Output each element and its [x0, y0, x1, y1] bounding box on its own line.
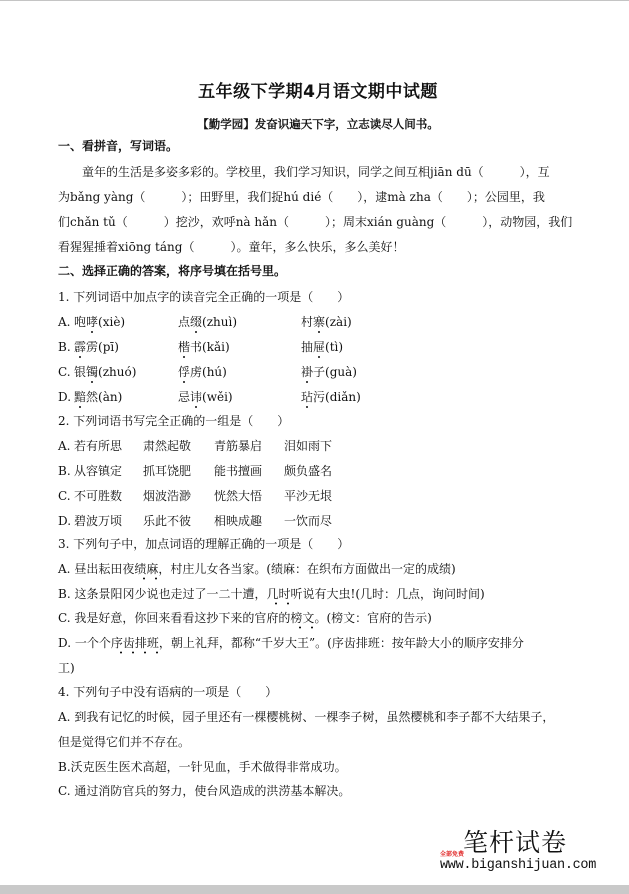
section1-line-1: 童年的生活是多姿多彩的。学校里，我们学习知识，同学之间互相jiān dū（ ），互: [58, 165, 550, 179]
motto: 【勤学园】发奋识遍天下字，立志读尽人间书。: [197, 117, 439, 131]
q1-option-d: D. 黯然(àn) 忌讳(wěi) 玷污(diǎn): [58, 390, 361, 404]
q1-a-word-3: 村寨(zài): [301, 315, 352, 329]
q3-option-b: B. 这条景阳冈少说也走过了一二十遭，几时听说有大虫!(几时：几点，询问时间): [58, 586, 485, 602]
watermark-logo: [437, 823, 607, 883]
q1-d-word-1: 黯然(àn): [74, 390, 123, 404]
q1-option-a: A. 咆哮(xiè) 点缀(zhuì) 村寨(zài): [58, 315, 352, 329]
q4-option-b: B.沃克医生医术高超，一针见血，手术做得非常成功。: [58, 760, 347, 774]
q1-option-c: C. 银镯(zhuó) 俘虏(hú) 褂子(guà): [58, 365, 357, 379]
dotted-word: 几时: [266, 586, 290, 605]
section1-line-4: 看猩猩捶着xiōng táng（ ）。童年，多么快乐，多么美好！: [58, 240, 405, 254]
page-title: 五年级下学期4月语文期中试题: [198, 82, 438, 102]
q1-d-word-3: 玷污(diǎn): [301, 390, 361, 404]
watermark-url: www.biganshijuan.com: [440, 858, 597, 873]
section2-heading: 二、选择正确的答案，将序号填在括号里。: [58, 264, 287, 278]
q1-d-word-2: 忌讳(wěi): [178, 390, 233, 404]
q1-c-word-3: 褂子(guà): [301, 365, 357, 379]
dotted-word: 绩麻: [134, 561, 158, 580]
q1-a-word-2: 点缀(zhuì): [178, 315, 238, 329]
q4-option-a-cont: 但是觉得它们并不存在。: [58, 735, 191, 749]
section1-line-3: 们chǎn tǔ（ ）挖沙，欢呼nà hǎn（ ）；周末xián guàng（ ），动物园，我们: [58, 215, 573, 229]
q1-c-word-2: 俘虏(hú): [178, 365, 227, 379]
q4-option-a: A. 到我有记忆的时候，园子里还有一棵樱桃树、一棵李子树，虽然樱桃和李子都不大结果子，: [58, 710, 555, 724]
q1-b-word-2: 楷书(kǎi): [178, 340, 230, 354]
bottom-border: [0, 885, 629, 894]
q1-stem: 1. 下列词语中加点字的读音完全正确的一项是（ ）: [58, 290, 350, 304]
q3-option-d: D. 一个个序齿排班，朝上礼拜，都称“千岁大王”。(序齿排班：按年龄大小的顺序安排分: [58, 635, 524, 651]
q1-c-word-1: 银镯(zhuó): [74, 365, 137, 379]
q2-option-a: A. 若有所思 肃然起敬 青筋暴启 泪如雨下: [58, 439, 333, 453]
top-border: [0, 0, 629, 1]
section1-heading: 一、看拼音，写词语。: [58, 139, 179, 153]
q2-option-c: C. 不可胜数 烟波浩渺 恍然大悟 平沙无垠: [58, 489, 333, 503]
q2-option-b: B. 从容镇定 抓耳饶肥 能书擅画 颇负盛名: [58, 464, 333, 478]
watermark-brand: 笔杆试卷: [463, 828, 568, 857]
watermark-free-tag: 全部免费: [440, 851, 465, 858]
q2-option-d: D. 碧波万顷 乐此不彼 相映成趣 一饮而尽: [58, 514, 333, 528]
q3-option-d-cont: 工): [58, 661, 75, 675]
q3-option-c: C. 我是好意，你回来看看这抄下来的官府的榜文。(榜文：官府的告示): [58, 610, 432, 626]
q1-a-word-1: 咆哮(xiè): [74, 315, 126, 329]
q1-option-b: B. 霹雳(pī) 楷书(kǎi) 抽屉(tì): [58, 340, 344, 354]
q1-b-word-3: 抽屉(tì): [301, 340, 344, 354]
section1-line-2: 为bǎng yàng（ ）；田野里，我们捉hú dié（ ），逮mà zha（ ）；公园里，我: [58, 190, 545, 204]
q4-stem: 4. 下列句子中没有语病的一项是（ ）: [58, 685, 278, 699]
dotted-word: 序齿排班: [111, 635, 159, 654]
q3-stem: 3. 下列句子中，加点词语的理解正确的一项是（ ）: [58, 537, 350, 551]
q2-stem: 2. 下列词语书写完全正确的一组是（ ）: [58, 414, 290, 428]
q1-b-word-1: 霹雳(pī): [74, 340, 119, 354]
dotted-word: 榜文: [290, 610, 314, 629]
q4-option-c: C. 通过消防官兵的努力，使台风造成的洪涝基本解决。: [58, 784, 351, 798]
q3-option-a: A. 昼出耘田夜绩麻，村庄儿女各当家。(绩麻：在织布方面做出一定的成绩): [58, 561, 456, 577]
